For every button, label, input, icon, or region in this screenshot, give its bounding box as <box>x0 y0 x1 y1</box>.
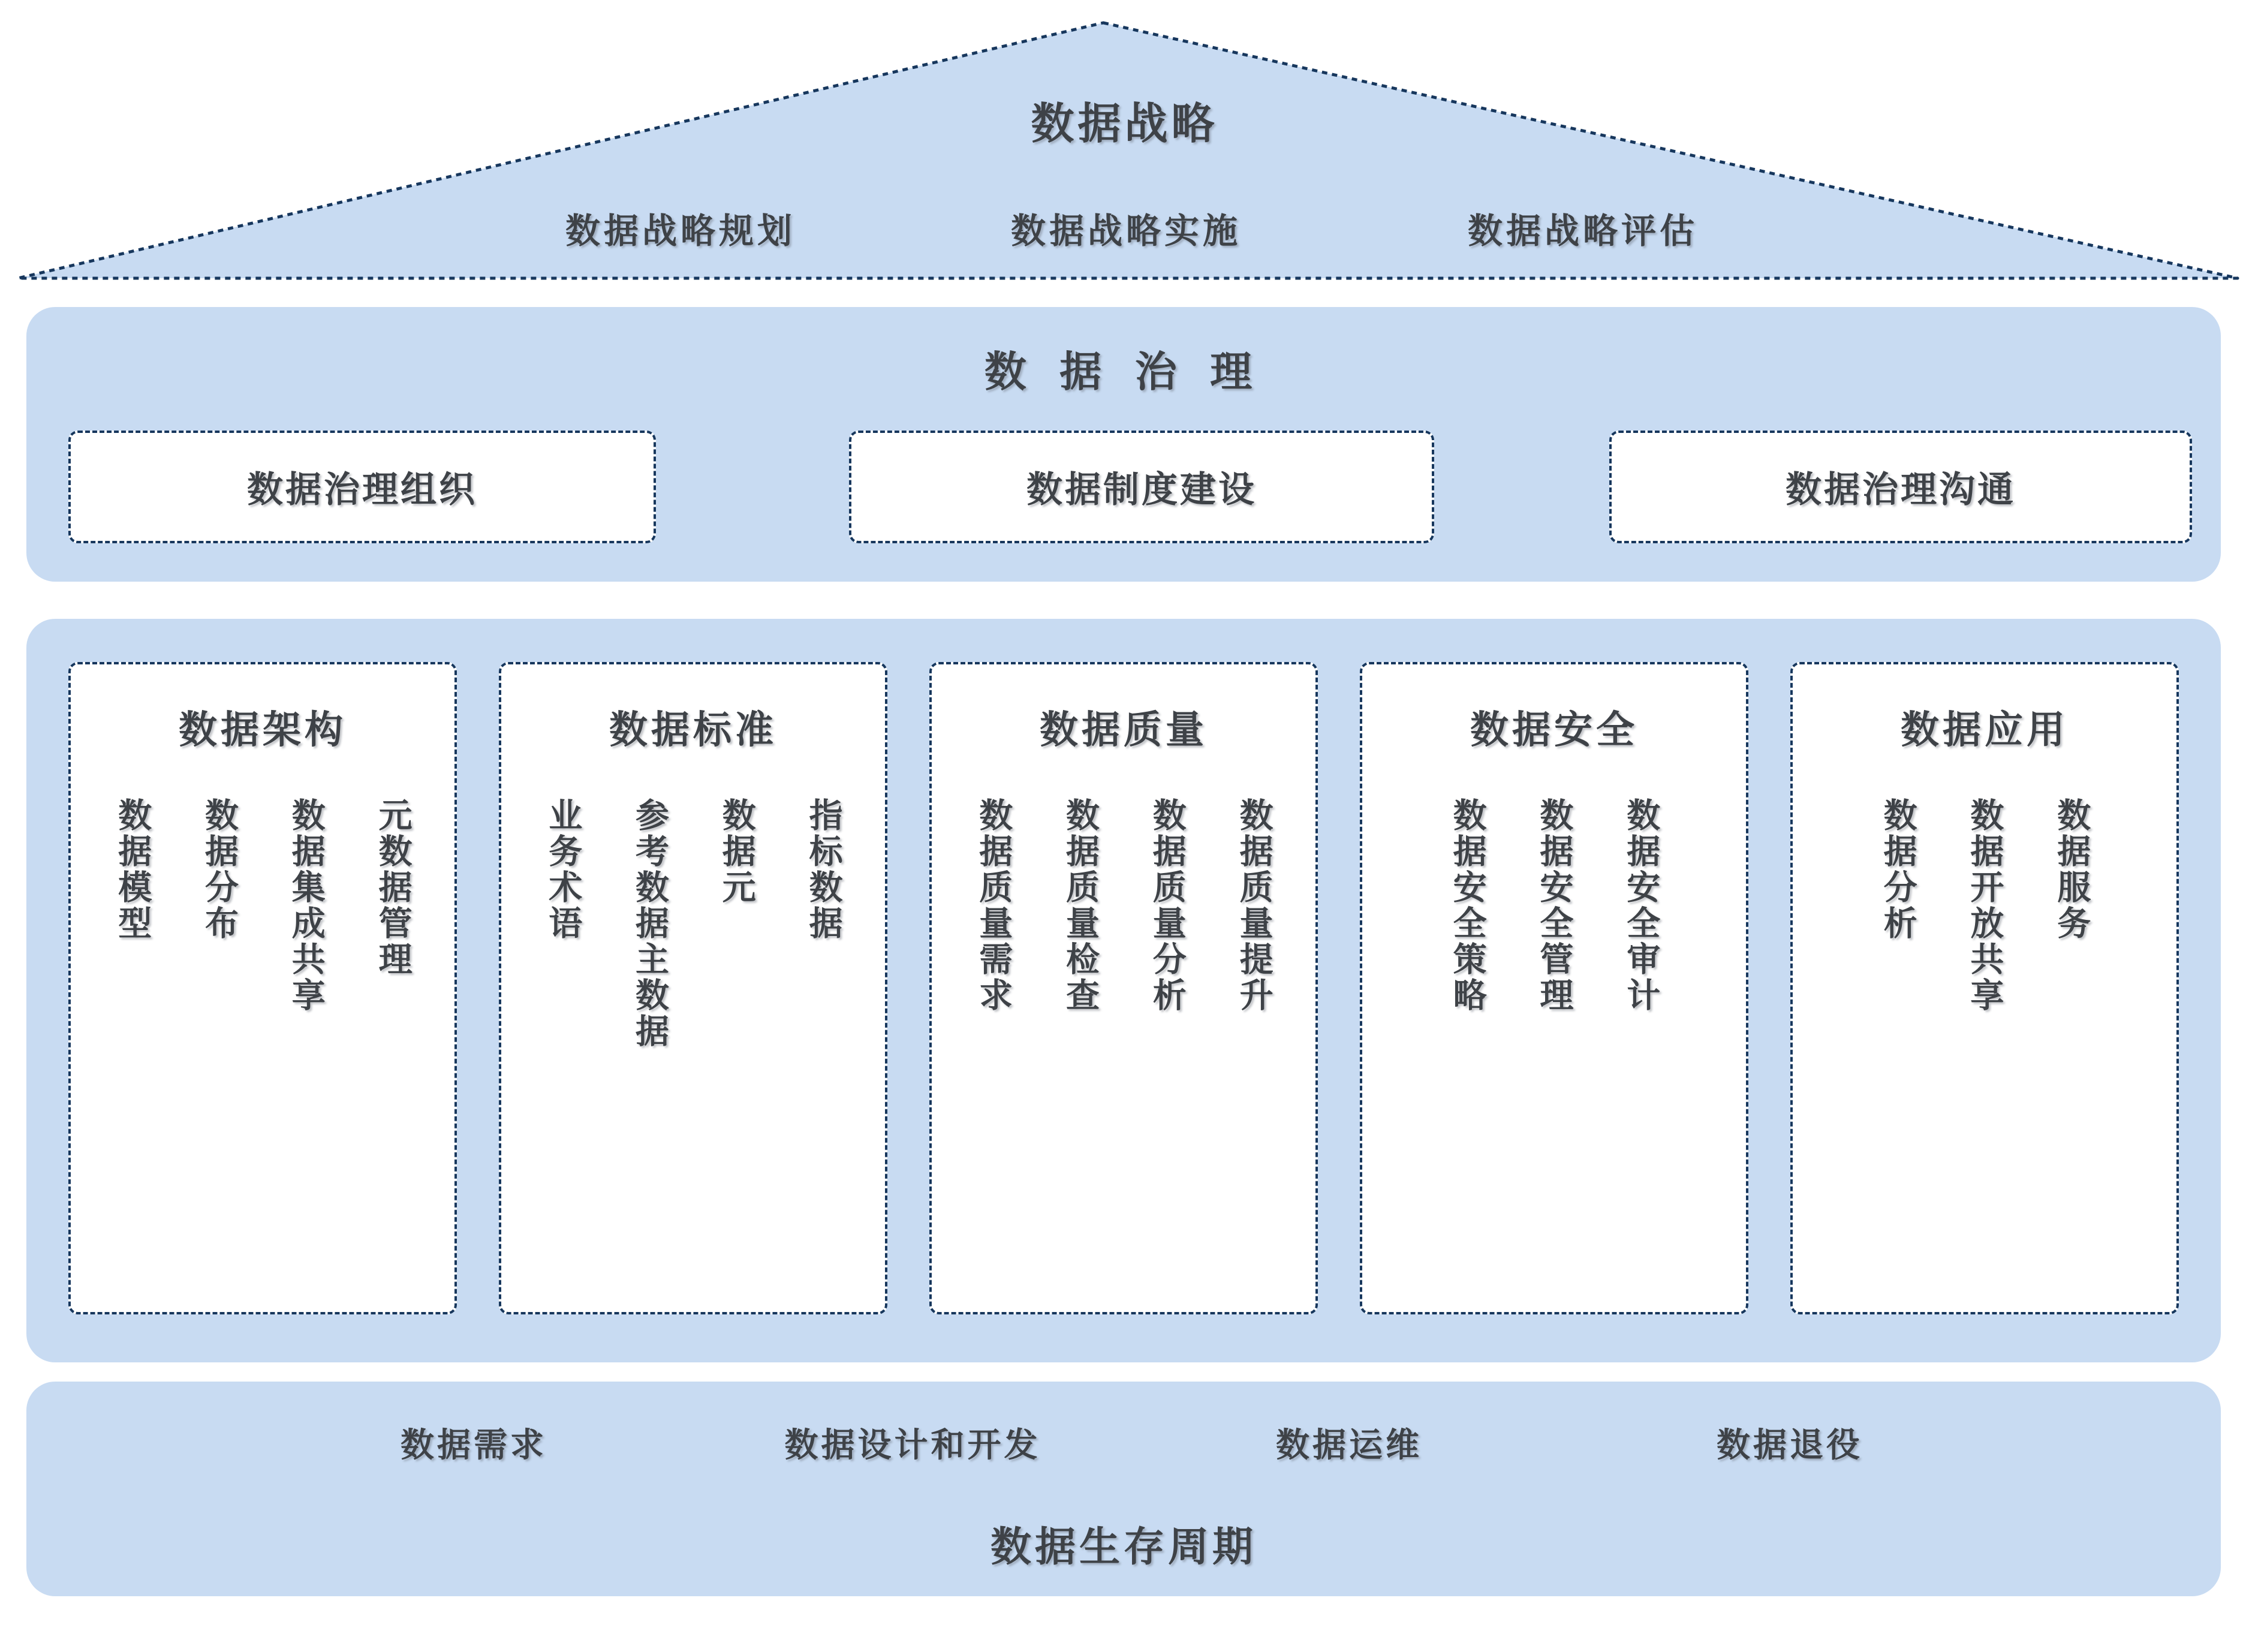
governance-box-organization: 数据治理组织 <box>68 431 656 543</box>
lifecycle-item-requirements: 数据需求 <box>401 1426 547 1464</box>
domain-card-title: 数据应用 <box>1901 708 2069 751</box>
domain-card-title: 数据架构 <box>179 708 347 751</box>
domain-item: 业务术语 <box>544 798 583 941</box>
governance-title: 数 据 治 理 <box>984 348 1263 395</box>
lifecycle-item-operations: 数据运维 <box>1276 1426 1422 1464</box>
domain-item: 数据元 <box>718 798 756 905</box>
domain-item: 指标数据 <box>805 798 843 941</box>
domain-item: 数据质量检查 <box>1062 798 1100 1013</box>
domain-item: 数据安全审计 <box>1622 798 1661 1013</box>
strategy-item-evaluation: 数据战略评估 <box>1467 212 1699 251</box>
strategy-title: 数据战略 <box>1031 100 1218 148</box>
domain-card-items <box>932 798 1315 1013</box>
domain-item: 数据模型 <box>114 798 152 941</box>
domain-card-items <box>71 798 454 1013</box>
domain-item: 参考数据主数据 <box>631 798 669 1049</box>
domain-item: 元数据管理 <box>374 798 413 977</box>
domain-card-title: 数据质量 <box>1040 708 1208 751</box>
domain-item: 数据开放共享 <box>1966 798 2004 1013</box>
domain-item: 数据集成共享 <box>287 798 326 1013</box>
domain-card-items <box>501 798 885 1049</box>
governance-box-communication: 数据治理沟通 <box>1609 431 2192 543</box>
strategy-item-implementation: 数据战略实施 <box>1010 212 1242 251</box>
domains-band <box>26 619 2221 1362</box>
domain-item: 数据分布 <box>201 798 239 941</box>
governance-box-policy: 数据制度建设 <box>849 431 1434 543</box>
lifecycle-item-retirement: 数据退役 <box>1717 1426 1863 1464</box>
domain-card-title: 数据标准 <box>609 708 777 751</box>
domain-card-quality <box>929 662 1318 1314</box>
domain-item: 数据质量提升 <box>1235 798 1273 1013</box>
domain-card-title: 数据安全 <box>1470 708 1638 751</box>
domain-item: 数据服务 <box>2053 798 2091 941</box>
domain-item: 数据安全管理 <box>1536 798 1574 1013</box>
domain-item: 数据安全策略 <box>1449 798 1487 1013</box>
domain-item: 数据分析 <box>1879 798 1917 941</box>
domain-card-security <box>1360 662 1748 1314</box>
strategy-item-planning: 数据战略规划 <box>565 212 796 251</box>
domain-item: 数据质量需求 <box>975 798 1013 1013</box>
domain-card-architecture <box>68 662 457 1314</box>
lifecycle-title: 数据生存周期 <box>990 1524 1257 1570</box>
domain-card-standards <box>499 662 887 1314</box>
lifecycle-band <box>26 1382 2221 1596</box>
governance-band <box>26 307 2221 582</box>
domain-item: 数据质量分析 <box>1148 798 1187 1013</box>
domain-card-items <box>1362 798 1746 1013</box>
lifecycle-item-design-development: 数据设计和开发 <box>784 1426 1041 1464</box>
domain-card-items <box>1793 798 2176 1013</box>
domain-card-application <box>1790 662 2179 1314</box>
